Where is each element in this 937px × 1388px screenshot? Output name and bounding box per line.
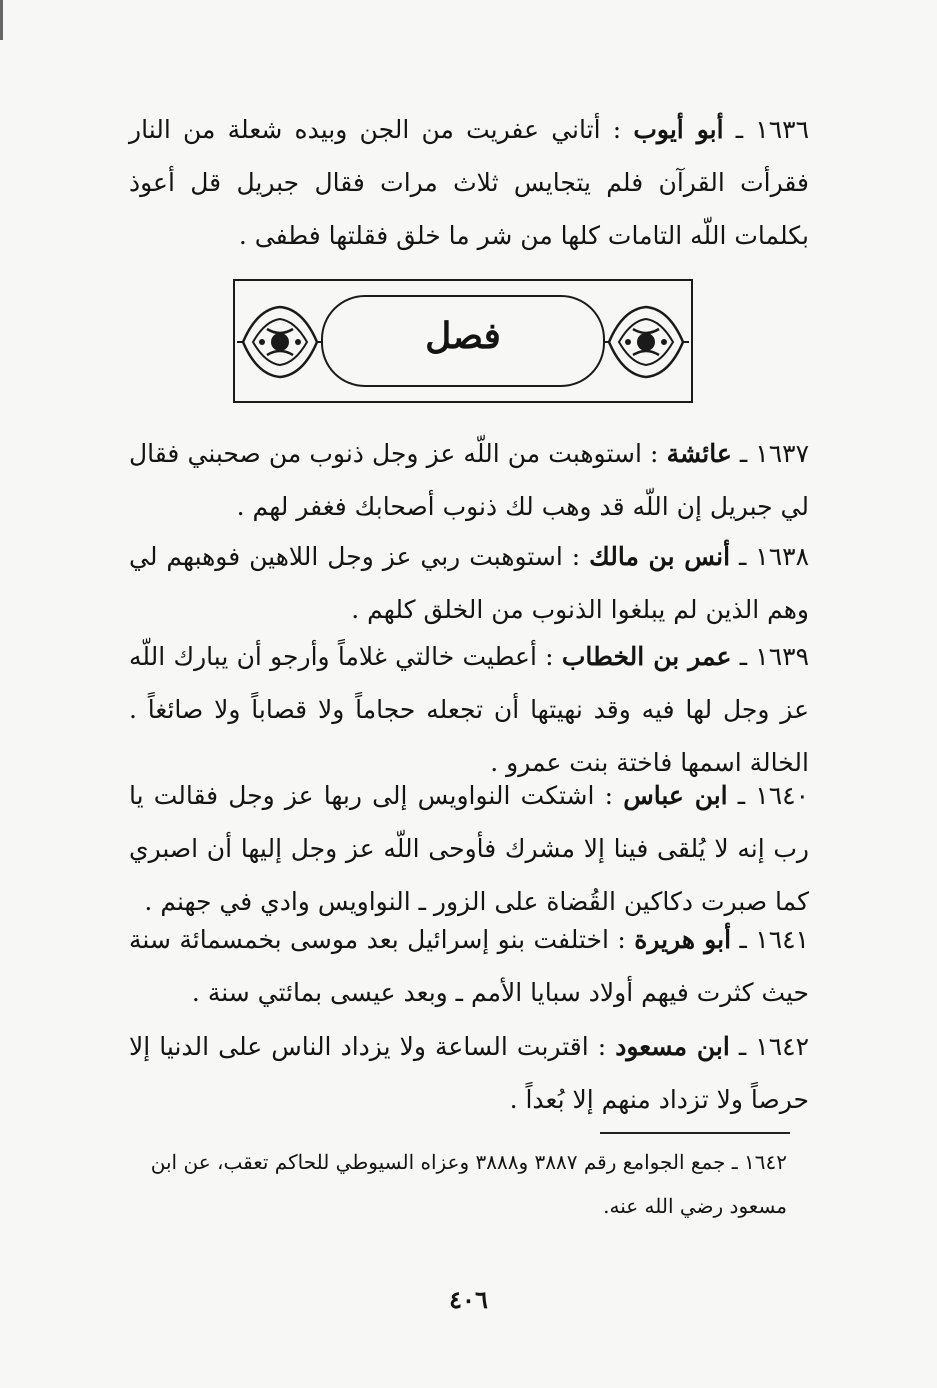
section-title: فصل xyxy=(425,315,501,357)
hadith-entry-1640: ١٦٤٠ ـ ابن عباس : اشتكت النواويس إلى ربها عز وجل فقالت يا رب إنه لا يُلقى فينا إلا مشرك فأوحى اللّه عز وجل إليها أن اصبري كما صبرت دكاكين القُضاة على الزور ـ النواويس وادي في جهنم . xyxy=(129,781,809,916)
entry-text: استوهبت من اللّه عز وجل ذنوب من صحبني فقال لي جبريل إن اللّه قد وهب لك ذنوب أصحابك فغفر لهم . xyxy=(129,439,809,521)
entry-number: ١٦٣٨ xyxy=(755,542,809,571)
entry-text: أعطيت خالتي غلاماً وأرجو أن يبارك اللّه عز وجل لها فيه وقد نهيتها أن تجعله حجاماً ولا قصاباً ولا صائغاً . الخالة اسمها فاختة بنت عمرو . xyxy=(129,642,809,777)
hadith-entry-1636: ١٦٣٦ ـ أبو أيوب : أتاني عفريت من الجن وبيده شعلة من النار فقرأت القرآن فلم يتجايس ثلاث مرات فقال جبريل قل أعوذ بكلمات اللّه التامات كلها من شر ما خلق فقلتها فطفى . xyxy=(129,115,809,250)
entry-text: اقتربت الساعة ولا يزداد الناس على الدنيا إلا حرصاً ولا تزداد منهم إلا بُعداً . xyxy=(129,1032,809,1114)
entry-narrator: ابن عباس xyxy=(623,781,728,810)
entry-narrator: أبو أيوب xyxy=(633,115,724,144)
footnote-separator xyxy=(600,1132,790,1134)
entry-narrator: ابن مسعود xyxy=(615,1032,730,1061)
entry-number: ١٦٤٠ xyxy=(755,781,809,810)
entry-narrator: عمر بن الخطاب xyxy=(561,642,732,671)
entry-number: ١٦٤١ xyxy=(755,925,809,954)
entry-narrator: أنس بن مالك xyxy=(589,542,731,571)
page-number: ٤٠٦ xyxy=(449,1285,488,1314)
hadith-entry-1642: ١٦٤٢ ـ ابن مسعود : اقتربت الساعة ولا يزداد الناس على الدنيا إلا حرصاً ولا تزداد منهم إلا بُعداً . xyxy=(129,1032,809,1114)
hadith-entry-1638: ١٦٣٨ ـ أنس بن مالك : استوهبت ربي عز وجل اللاهين فوهبهم لي وهم الذين لم يبلغوا الذنوب من الخلق كلهم . xyxy=(129,542,809,624)
entry-narrator: أبو هريرة xyxy=(634,925,732,954)
hadith-entry-1639: ١٦٣٩ ـ عمر بن الخطاب : أعطيت خالتي غلاماً وأرجو أن يبارك اللّه عز وجل لها فيه وقد نهيتها أن تجعله حجاماً ولا قصاباً ولا صائغاً . الخالة اسمها فاختة بنت عمرو . xyxy=(129,642,810,777)
scan-edge-mark xyxy=(0,0,3,40)
entry-number: ١٦٤٢ xyxy=(755,1032,809,1061)
hadith-entry-1637: ١٦٣٧ ـ عائشة : استوهبت من اللّه عز وجل ذنوب من صحبني فقال لي جبريل إن اللّه قد وهب لك ذنوب أصحابك فغفر لهم . xyxy=(129,439,810,521)
entry-number: ١٦٣٧ xyxy=(755,439,810,468)
section-heading-frame xyxy=(233,279,693,403)
entry-text: استوهبت ربي عز وجل اللاهين فوهبهم لي وهم الذين لم يبلغوا الذنوب من الخلق كلهم . xyxy=(129,542,809,624)
entry-text: أتاني عفريت من الجن وبيده شعلة من النار فقرأت القرآن فلم يتجايس ثلاث مرات فقال جبريل قل أعوذ بكلمات اللّه التامات كلها من شر ما خلق فقلتها فطفى . xyxy=(129,115,809,250)
hadith-entry-1641: ١٦٤١ ـ أبو هريرة : اختلفت بنو إسرائيل بعد موسى بخمسمائة سنة حيث كثرت فيهم أولاد سبايا الأمم ـ وبعد عيسى بمائتي سنة . xyxy=(129,925,809,1007)
footnote: ١٦٤٢ ـ جمع الجوامع رقم ٣٨٨٧ و٣٨٨٨ وعزاه السيوطي للحاكم تعقب، عن ابن مسعود رضي الله عنه. xyxy=(150,1150,787,1218)
entry-text: اشتكت النواويس إلى ربها عز وجل فقالت يا رب إنه لا يُلقى فينا إلا مشرك فأوحى اللّه عز وجل إليها أن اصبري كما صبرت دكاكين القُضاة على الزور ـ النواويس وادي في جهنم . xyxy=(129,781,809,916)
entry-text: اختلفت بنو إسرائيل بعد موسى بخمسمائة سنة حيث كثرت فيهم أولاد سبايا الأمم ـ وبعد عيسى بمائتي سنة . xyxy=(129,925,809,1007)
entry-number: ١٦٣٦ xyxy=(755,115,809,144)
entry-narrator: عائشة xyxy=(666,439,732,468)
entry-number: ١٦٣٩ xyxy=(755,642,810,671)
